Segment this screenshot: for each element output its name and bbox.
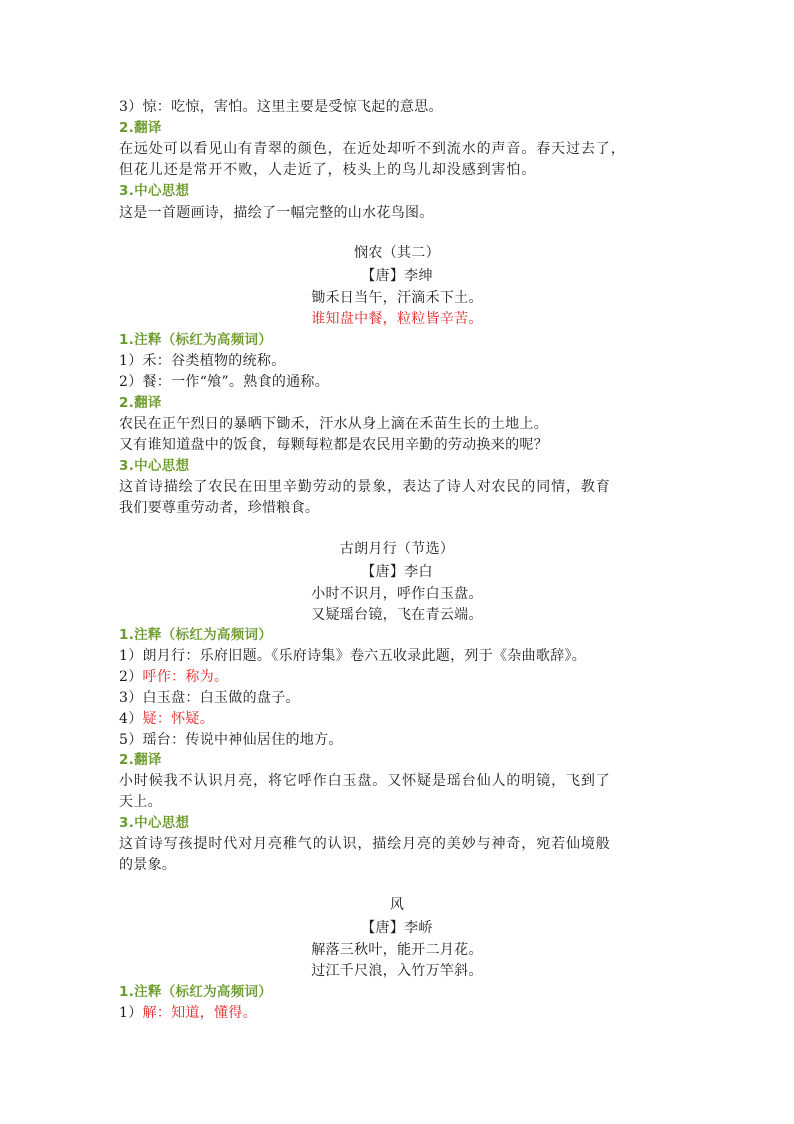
poem-title: 风 <box>389 897 405 913</box>
note-line: 3）白玉盘：白玉做的盘子。 <box>119 690 300 706</box>
poem-line: 过江千尺浪，入竹万竿斜。 <box>311 963 483 979</box>
translation-line: 小时候我不认识月亮，将它呼作白玉盘。又怀疑是瑶台仙人的明镜，飞到了 <box>119 773 611 789</box>
poem-author: 【唐】李峤 <box>361 920 433 936</box>
theme-line: 的景象。 <box>119 857 177 873</box>
theme-line: 这首诗写孩提时代对月亮稚气的认识，描绘月亮的美妙与神奇，宛若仙境般 <box>119 836 611 852</box>
section-heading-notes: 1.注释（标红为高频词） <box>119 984 273 1000</box>
note-line: 2）餐：一作“飧”。熟食的通称。 <box>119 374 330 390</box>
poem-title: 悯农（其二） <box>354 245 440 261</box>
note-text-highlighted: 疑：怀疑。 <box>142 711 215 727</box>
note-line <box>119 709 689 729</box>
section-heading-theme: 3.中心思想 <box>119 815 190 831</box>
note-number: 4） <box>119 711 143 727</box>
translation-line: 又有谁知道盘中的饭食，每颗每粒都是农民用辛勤的劳动换来的呢？ <box>119 437 548 453</box>
section-heading-translation: 2.翻译 <box>119 752 162 768</box>
translation-line: 但花儿还是常开不败，人走近了，枝头上的鸟儿却没感到害怕。 <box>119 162 537 178</box>
note-line: 5）瑶台：传说中神仙居住的地方。 <box>119 732 343 748</box>
translation-line: 农民在正午烈日的暴晒下锄禾，汗水从身上滴在禾苗生长的土地上。 <box>119 416 548 432</box>
poem-title: 古朗月行（节选） <box>339 541 455 557</box>
theme-line: 这首诗描绘了农民在田里辛勤劳动的景象，表达了诗人对农民的同情，教育 <box>119 479 611 495</box>
poem-line: 锄禾日当午，汗滴禾下土。 <box>311 290 483 306</box>
poem-author: 【唐】李绅 <box>361 268 433 284</box>
section-heading-theme: 3.中心思想 <box>119 458 190 474</box>
poem-line: 解落三秋叶，能开二月花。 <box>311 942 483 958</box>
note-text-highlighted: 解：知道，懂得。 <box>142 1005 257 1021</box>
note-number: 1） <box>119 1005 143 1021</box>
translation-line: 天上。 <box>119 794 162 810</box>
section-heading-notes: 1.注释（标红为高频词） <box>119 332 273 348</box>
section-heading-notes: 1.注释（标红为高频词） <box>119 627 273 643</box>
note-number: 2） <box>119 669 143 685</box>
note-line: 1）朗月行：乐府旧题。《乐府诗集》卷六五收录此题，列于《杂曲歌辞》。 <box>119 648 587 664</box>
section-heading-translation: 2.翻译 <box>119 395 162 411</box>
section-heading-translation: 2.翻译 <box>119 120 162 136</box>
theme-line: 我们要尊重劳动者，珍惜粮食。 <box>119 500 320 516</box>
note-line <box>119 667 689 687</box>
poem-line: 小时不识月，呼作白玉盘。 <box>311 586 483 602</box>
section-heading-theme: 3.中心思想 <box>119 183 190 199</box>
translation-line: 在远处可以看见山有青翠的颜色，在近处却听不到流水的声音。春天过去了， <box>119 141 626 157</box>
note-line: 3）惊：吃惊，害怕。这里主要是受惊飞起的意思。 <box>119 99 443 115</box>
poem-line-highlighted: 谁知盘中餐，粒粒皆辛苦。 <box>311 311 483 327</box>
note-text-highlighted: 呼作：称为。 <box>142 669 229 685</box>
note-line: 1）禾：谷类植物的统称。 <box>119 353 286 369</box>
note-line <box>119 1003 689 1023</box>
poem-author: 【唐】李白 <box>361 564 433 580</box>
poem-line: 又疑瑶台镜，飞在青云端。 <box>311 607 483 623</box>
theme-line: 这是一首题画诗，描绘了一幅完整的山水花鸟图。 <box>119 205 434 221</box>
